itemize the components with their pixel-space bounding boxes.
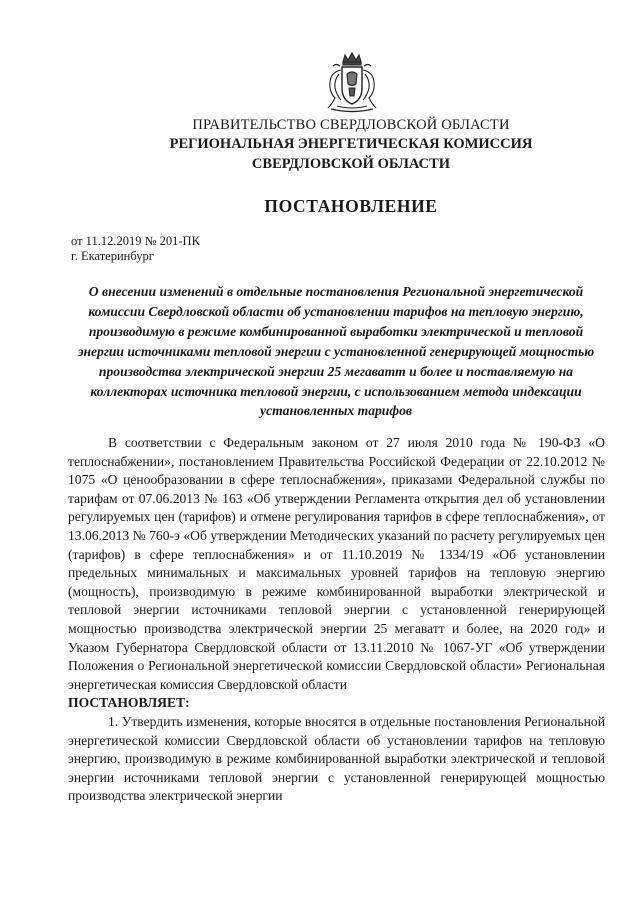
- document-type-title: ПОСТАНОВЛЕНИЕ: [264, 196, 438, 216]
- resolves-heading: ПОСТАНОВЛЯЕТ:: [68, 695, 190, 711]
- commission-name-line2: СВЕРДЛОВСКОЙ ОБЛАСТИ: [251, 156, 451, 172]
- document-date-number: от 11.12.2019 № 201-ПК: [71, 234, 200, 248]
- item-1-paragraph: 1. Утвердить изменения, которые вносятся в отдельные постановления Региональной энергетической комиссии Свердловской области об установлении тарифов на тепловую энергию, производимую в режиме комбинированной выработки электрической и тепловой энергии источниками тепловой энергии с установленной генерирующей мощностью производства электрической энергии: [68, 713, 605, 804]
- document-city: г. Екатеринбург: [71, 249, 154, 263]
- document-subject: О внесении изменений в отдельные постановления Региональной энергетической комиссии Свердловской области об установлении тарифов на тепловую энергию, производимую в режиме комбинированной выработки электрической и тепловой энергии источниками тепловой энергии с установленной генерирующей мощностью производства электрической энергии 25 мегаватт и более и поставляемую на коллекторах источника тепловой энергии, с использованием метода индексации установленных тарифов: [77, 284, 595, 419]
- preamble-paragraph: В соответствии с Федеральным законом от 27 июля 2010 года № 190-ФЗ «О теплоснабжении», постановлением Правительства Российской Федерации от 22.10.2012 № 1075 «О ценообразовании в сфере теплоснабжения», приказами Федеральной службы по тарифам от 07.06.2013 № 163 «Об утверждении Регламента открытия дел об установлении регулируемых цен (тарифов) и отмене регулирования тарифов в сфере теплоснабжения», от 13.06.2013 № 760-э «Об утверждении Методических указаний по расчету регулируемых цен (тарифов) в сфере теплоснабжения» и от 11.10.2019 № 1334/19 «Об установлении предельных минимальных и максимальных уровней тарифов на тепловую энергию (мощность), производимую в режиме комбинированной выработки электрической и тепловой энергии источниками тепловой энергии с установленной генерирующей мощностью производства электрической энергии 25 мегаватт и более, на 2020 год» и Указом Губернатора Свердловской области от 13.11.2010 № 1067-УГ «Об утверждении Положения о Региональной энергетической комиссии Свердловской области» Региональная энергетическая комиссия Свердловской области: [68, 435, 605, 692]
- commission-name-line1: РЕГИОНАЛЬНАЯ ЭНЕРГЕТИЧЕСКАЯ КОМИССИЯ: [169, 136, 533, 152]
- coat-of-arms-icon: [323, 52, 381, 114]
- document-body: [68, 434, 605, 806]
- government-name: ПРАВИТЕЛЬСТВО СВЕРДЛОВСКОЙ ОБЛАСТИ: [192, 117, 510, 133]
